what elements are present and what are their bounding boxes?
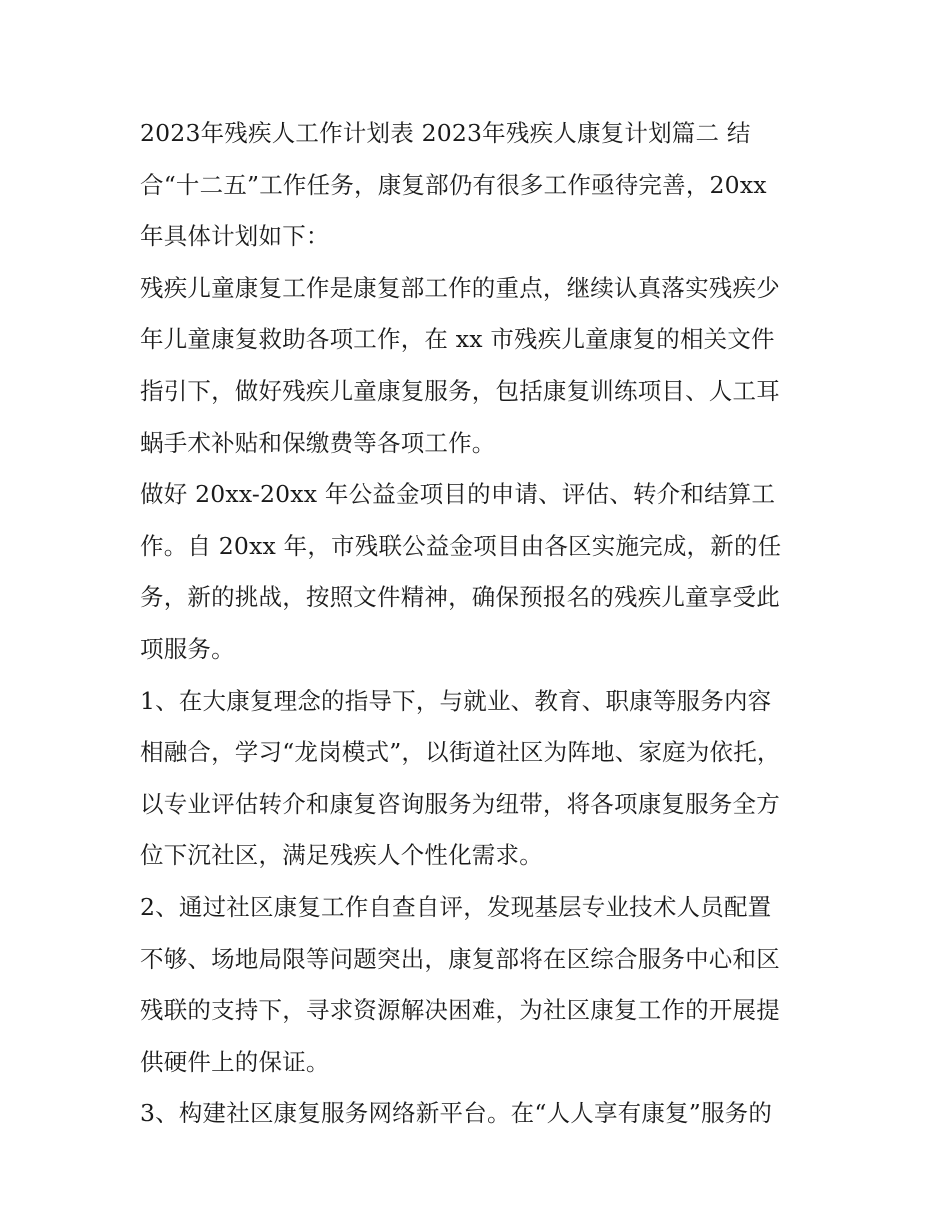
text-line: 残疾儿童康复工作是康复部工作的重点，继续认真落实残疾少 [140, 273, 780, 302]
document-body [140, 108, 820, 1140]
text-line: 年儿童康复救助各项工作，在 xx 市残疾儿童康复的相关文件 [140, 325, 775, 354]
text-line: 以专业评估转介和康复咨询服务为纽带，将各项康复服务全方 [140, 789, 780, 818]
text-line: 项服务。 [140, 634, 235, 663]
text-line: 指引下，做好残疾儿童康复服务，包括康复训练项目、人工耳 [140, 376, 780, 405]
text-line: 做好 20xx-20xx 年公益金项目的申请、评估、转介和结算工 [140, 480, 776, 509]
text-line: 2、通过社区康复工作自查自评，发现基层专业技术人员配置 [140, 892, 772, 921]
text-line: 残联的支持下，寻求资源解决困难，为社区康复工作的开展提 [140, 996, 780, 1025]
text-line: 合“十二五”工作任务，康复部仍有很多工作亟待完善，20xx [140, 170, 767, 199]
text-line: 蜗手术补贴和保缴费等各项工作。 [140, 428, 496, 457]
text-line: 1、在大康复理念的指导下，与就业、教育、职康等服务内容 [140, 686, 772, 715]
text-line: 作。自 20xx 年，市残联公益金项目由各区实施完成，新的任 [140, 531, 782, 560]
text-line: 位下沉社区，满足残疾人个性化需求。 [140, 841, 543, 870]
text-line: 供硬件上的保证。 [140, 1047, 330, 1076]
text-line: 3、构建社区康复服务网络新平台。在“人人享有康复”服务的 [140, 1099, 773, 1128]
text-line: 2023年残疾人工作计划表 2023年残疾人康复计划篇二 结 [140, 119, 751, 147]
text-line: 相融合，学习“龙岗模式”，以街道社区为阵地、家庭为依托， [140, 738, 781, 767]
text-line: 务，新的挑战，按照文件精神，确保预报名的残疾儿童享受此 [140, 583, 780, 612]
text-line: 年具体计划如下： [140, 222, 330, 251]
text-line: 不够、场地局限等问题突出，康复部将在区综合服务中心和区 [140, 944, 780, 973]
